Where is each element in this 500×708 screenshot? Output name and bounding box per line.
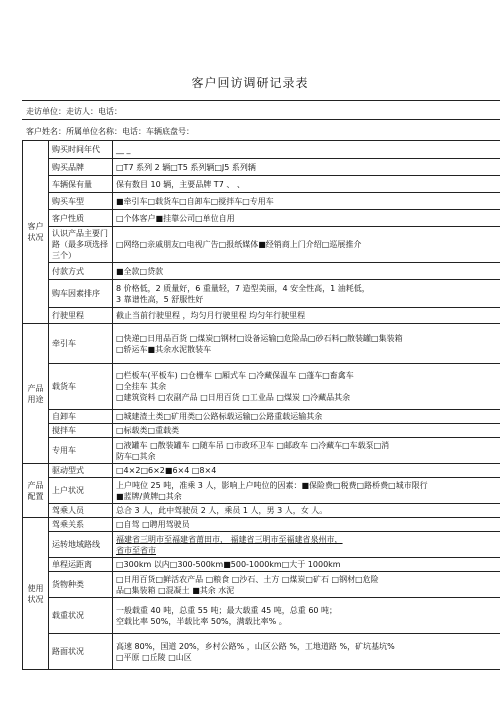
- row-label: 客户性质: [49, 210, 113, 227]
- value-line: 品□集装箱 □混凝土 ■其余 水泥: [116, 585, 235, 595]
- value-line: □轿运车■其余水泥散装车: [116, 344, 212, 354]
- table-row: [23, 634, 500, 670]
- row-label: 单程运距离: [49, 558, 113, 572]
- row-value: [113, 364, 500, 410]
- row-label: 付款方式: [49, 263, 113, 280]
- row-value: 截止当前行驶里程 ，均匀月行驶里程 均匀年行驶里程: [113, 308, 500, 324]
- row-value: □网络□亲戚朋友□电视广告□报纸媒体■经销商上门介绍□巡展推介: [113, 227, 500, 263]
- table-row: [23, 227, 500, 263]
- row-label: 专用车: [49, 438, 113, 464]
- value-line: □建筑资料 □农副产品 □日用百货 □工业品 □煤炭 □冷藏品其余: [116, 393, 351, 402]
- table-row: [23, 410, 500, 424]
- value-line: 8 价格低，2 质量好，6 重量轻，7 造型美丽，4 安全性高，1 油耗低，: [116, 283, 370, 293]
- table-row: [23, 424, 500, 438]
- row-value: [113, 478, 500, 504]
- survey-table: [22, 140, 500, 670]
- row-value: □城建渣土类□矿用类□公路标载运输□公路重载运输其余: [113, 410, 500, 424]
- row-value: [113, 438, 500, 464]
- customer-info-line: 客户姓名：所属单位名称：电话：车辆底盘号：: [26, 127, 194, 136]
- value-line: 上户吨位 25 吨，准乘 3 人，影响上户吨位的因素：■保险费□税费□路桥费□城市限行: [116, 480, 428, 490]
- value-line: □栏板车(平板车) □仓栅车 □厢式车 □冷藏保温车 □蓬车□畜禽车: [116, 371, 354, 380]
- row-label: 驱动型式: [49, 464, 113, 478]
- row-label: 行驶里程: [49, 308, 113, 324]
- table-row: [23, 141, 500, 159]
- row-value: □4×2□6×2■6×4 □8×4: [113, 464, 500, 478]
- value-line: ■蓝牌/黄牌□其余: [116, 491, 182, 501]
- row-label: 运转地域路线: [49, 532, 113, 558]
- table-row: [23, 263, 500, 280]
- row-value: ■全款□贷款: [113, 263, 500, 280]
- row-value: □300km 以内□300-500km■500-1000km□大于 1000km: [113, 558, 500, 572]
- table-row: [23, 518, 500, 532]
- table-row: [23, 193, 500, 210]
- row-value: □个体客户■挂靠公司□单位自用: [113, 210, 500, 227]
- value-line: 福建省三明市至福建省莆田市， 福建省三明市至福建省泉州市，: [116, 534, 343, 544]
- table-row: [23, 504, 500, 518]
- table-row: [23, 280, 500, 308]
- row-value: [113, 324, 500, 364]
- row-value: □T7 系列 2 辆□T5 系列辆□J5 系列辆: [113, 159, 500, 176]
- row-label: 货物种类: [49, 572, 113, 598]
- row-label: 购买时间年代: [49, 141, 113, 159]
- section-product: 产品用途: [23, 324, 49, 464]
- table-row: [23, 464, 500, 478]
- row-value: __ _: [113, 141, 500, 159]
- top-rule: [22, 100, 500, 101]
- row-value: ■牵引车□载货车□自卸车□搅拌车□专用车: [113, 193, 500, 210]
- table-row: [23, 159, 500, 176]
- visit-info-line: 走访单位：走访人：电话：: [26, 107, 122, 116]
- section-customer: 客户状况: [23, 141, 49, 324]
- value-line: □日用百货□鲜活农产品 □粮食 □沙石、土方 □煤炭□矿石 □钢材□危险: [116, 574, 379, 584]
- row-value: [113, 532, 500, 558]
- value-line: 一般载重 40 吨，总重 55 吨；最大载重 45 吨，总重 60 吨；: [116, 605, 338, 615]
- value-line: □全挂车 其余: [116, 382, 167, 391]
- row-label: 搅拌车: [49, 424, 113, 438]
- table-row: [23, 478, 500, 504]
- value-line: □液罐车 □散装罐车 □随车吊 □市政环卫车 □邮政车 □冷藏车□车载泵□消: [116, 440, 390, 450]
- value-line: 防车□其余: [116, 451, 156, 461]
- row-label: 路面状况: [49, 634, 113, 670]
- value-line: □快递□日用品百货 □煤炭□钢材□设备运输□危险品□砂石料□散装罐□集装箱: [116, 333, 403, 343]
- row-value: [113, 280, 500, 308]
- table-row: [23, 364, 500, 410]
- table-row: [23, 308, 500, 324]
- value-line: 3 靠谱性高，5 舒服性好: [116, 294, 204, 304]
- section-usage: 使用状况: [23, 518, 49, 670]
- row-label: 驾乘人员: [49, 504, 113, 518]
- row-label: 牵引车: [49, 324, 113, 364]
- info-divider: [22, 119, 500, 120]
- value-line: □平原 □丘陵 □山区: [116, 652, 192, 662]
- value-line: 空载比率 50%，半载比率 50%，满载比率% 。: [116, 616, 287, 626]
- row-value: □标载类□重载类: [113, 424, 500, 438]
- row-label: 购买品牌: [49, 159, 113, 176]
- table-row: [23, 176, 500, 193]
- row-label: 驾乘关系: [49, 518, 113, 532]
- row-label: 认识产品主要门路（最多项选择三个）: [49, 227, 113, 263]
- table-row: [23, 210, 500, 227]
- row-value: □自驾 □聘用驾驶员: [113, 518, 500, 532]
- row-value: [113, 572, 500, 598]
- table-row: [23, 558, 500, 572]
- value-line: 省市至省市: [116, 545, 156, 555]
- row-label: 车辆保有量: [49, 176, 113, 193]
- form-title: 客户回访调研记录表: [191, 76, 309, 90]
- table-row: [23, 324, 500, 364]
- row-value: 保有数目 10 辆，主要品牌 T7 、 、: [113, 176, 500, 193]
- row-value: 总合 3 人，此中驾驶员 2 人，乘员 1 人，男 3 人，女 人。: [113, 504, 500, 518]
- row-label: 购买车型: [49, 193, 113, 210]
- section-config: 产品配置: [23, 464, 49, 518]
- row-label: 载重状况: [49, 598, 113, 634]
- row-value: [113, 598, 500, 634]
- row-label: 上户状况: [49, 478, 113, 504]
- table-row: [23, 572, 500, 598]
- value-line: 高速 80%，国道 20%，乡村公路% ，山区公路 %，工地道路 %，矿坑基坑%: [116, 641, 395, 651]
- table-row: [23, 438, 500, 464]
- row-label: 自卸车: [49, 410, 113, 424]
- row-label: 载货车: [49, 364, 113, 410]
- row-value: [113, 634, 500, 670]
- row-label: 购车因素排序: [49, 280, 113, 308]
- table-row: [23, 598, 500, 634]
- table-row: [23, 532, 500, 558]
